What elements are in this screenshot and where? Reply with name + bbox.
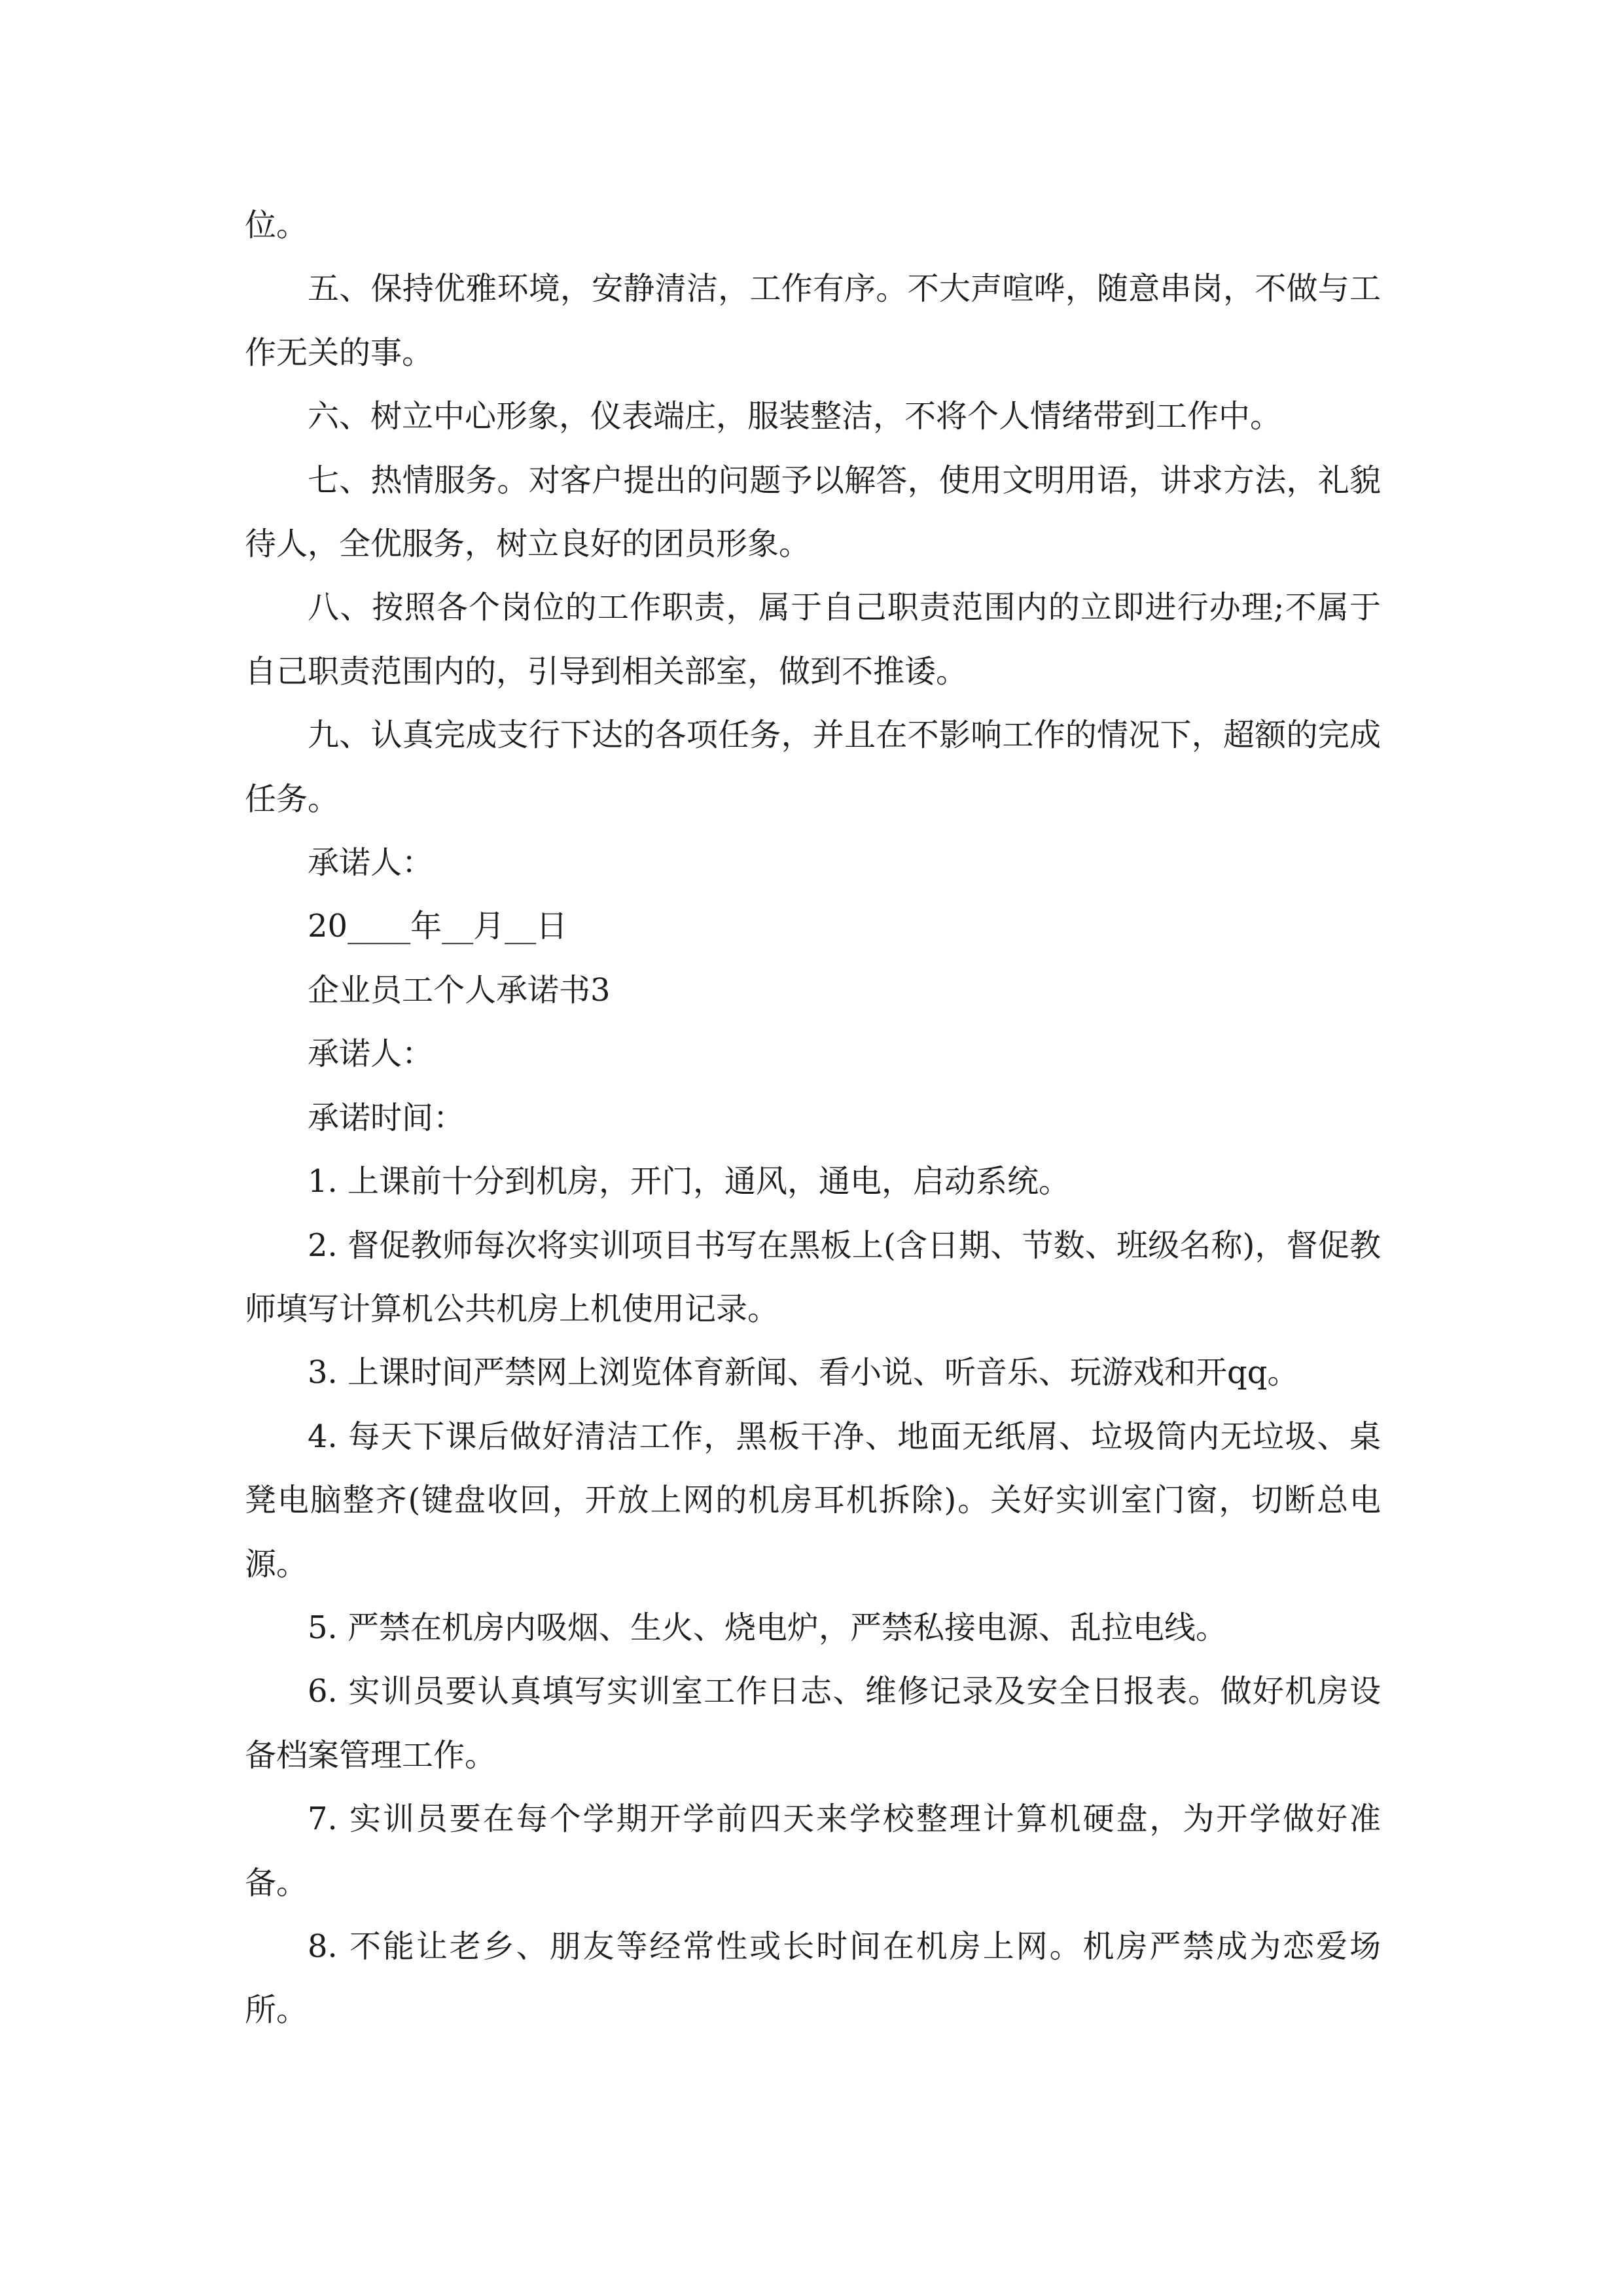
date-line: 20____年__月__日 <box>308 908 568 945</box>
section-heading: 企业员工个人承诺书3 <box>308 971 611 1009</box>
paragraph-item-5: 五、保持优雅环境，安静清洁，工作有序。不大声喧哗，随意串岗，不做与工作无关的事。 <box>245 270 1381 371</box>
signatory-label-2: 承诺人： <box>308 1035 434 1073</box>
paragraph-item-6: 六、树立中心形象，仪表端庄，服装整洁，不将个人情绪带到工作中。 <box>308 398 1282 435</box>
signatory-label: 承诺人： <box>308 844 434 882</box>
numbered-item-7: 7. 实训员要在每个学期开学前四天来学校整理计算机硬盘，为开学做好准备。 <box>245 1801 1381 1901</box>
numbered-item-5: 5. 严禁在机房内吸烟、生火、烧电炉，严禁私接电源、乱拉电线。 <box>308 1609 1228 1646</box>
numbered-item-3: 3. 上课时间严禁网上浏览体育新闻、看小说、听音乐、玩游戏和开qq。 <box>308 1354 1299 1391</box>
document-body <box>245 194 1381 2043</box>
numbered-item-1: 1. 上课前十分到机房，开门，通风，通电，启动系统。 <box>308 1163 1071 1200</box>
paragraph-item-7: 七、热情服务。对客户提出的问题予以解答，使用文明用语，讲求方法，礼貌待人，全优服务，树立良好的团员形象。 <box>245 461 1381 563</box>
numbered-item-2: 2. 督促教师每次将实训项目书写在黑板上(含日期、节数、班级名称)，督促教师填写计算机公共机房上机使用记录。 <box>245 1227 1381 1327</box>
numbered-item-6: 6. 实训员要认真填写实训室工作日志、维修记录及安全日报表。做好机房设备档案管理工作。 <box>245 1673 1381 1774</box>
paragraph-continuation: 位。 <box>245 207 308 243</box>
numbered-item-4: 4. 每天下课后做好清洁工作，黑板干净、地面无纸屑、垃圾筒内无垃圾、桌凳电脑整齐(键盘收回，开放上网的机房耳机拆除)。关好实训室门窗，切断总电源。 <box>245 1418 1381 1583</box>
numbered-item-8: 8. 不能让老乡、朋友等经常性或长时间在机房上网。机房严禁成为恋爱场所。 <box>245 1928 1381 2029</box>
paragraph-item-8: 八、按照各个岗位的工作职责，属于自己职责范围内的立即进行办理;不属于自己职责范围内的，引导到相关部室，做到不推诿。 <box>245 589 1381 690</box>
promise-time-label: 承诺时间： <box>308 1099 465 1136</box>
paragraph-item-9: 九、认真完成支行下达的各项任务，并且在不影响工作的情况下，超额的完成任务。 <box>245 717 1381 817</box>
